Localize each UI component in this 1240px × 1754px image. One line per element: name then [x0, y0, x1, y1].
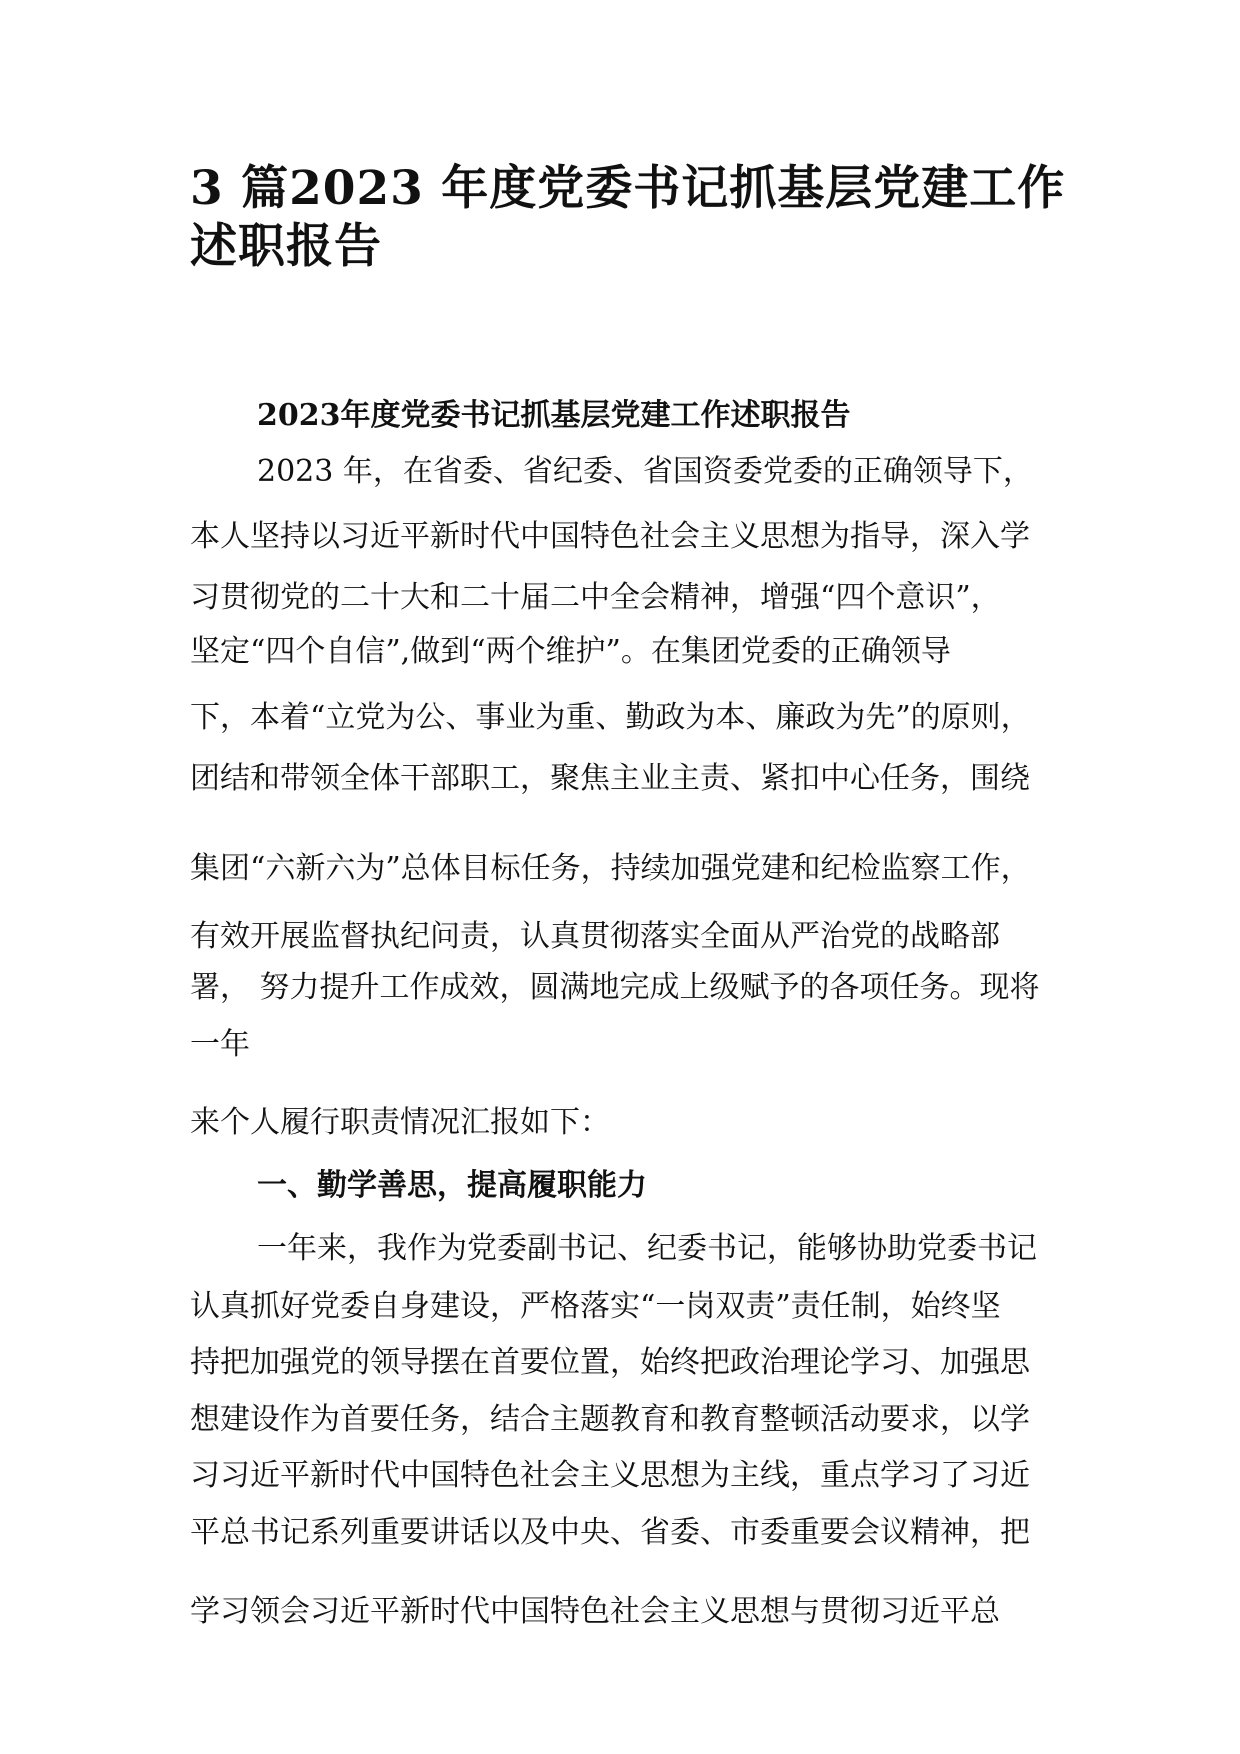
paragraph-line: 下，本着“立党为公、事业为重、勤政为本、廉政为先”的原则， — [190, 700, 1031, 735]
paragraph-line: 持把加强党的领导摆在首要位置，始终把政治理论学习、加强思 — [190, 1345, 1030, 1380]
report-subtitle: 2023年度党委书记抓基层党建工作述职报告 — [257, 398, 851, 433]
paragraph-line: 集团“六新六为”总体目标任务，持续加强党建和纪检监察工作， — [190, 851, 1031, 886]
section-heading: 一、勤学善思，提高履职能力 — [257, 1168, 647, 1203]
paragraph-line: 平总书记系列重要讲话以及中央、省委、市委重要会议精神，把 — [190, 1515, 1030, 1550]
paragraph-line: 学习领会习近平新时代中国特色社会主义思想与贯彻习近平总 — [190, 1594, 1000, 1629]
paragraph-line: 来个人履行职责情况汇报如下： — [190, 1105, 610, 1140]
paragraph-line: 习贯彻党的二十大和二十届二中全会精神，增强“四个意识”， — [190, 580, 1001, 615]
paragraph-line: 一年来，我作为党委副书记、纪委书记，能够协助党委书记 — [257, 1231, 1037, 1266]
paragraph-line: 署， 努力提升工作成效，圆满地完成上级赋予的各项任务。现将 — [190, 970, 1040, 1005]
paragraph-line: 一年 — [190, 1027, 250, 1062]
paragraph-line: 2023 年，在省委、省纪委、省国资委党委的正确领导下， — [257, 454, 1033, 489]
paragraph-line: 坚定“四个自信”,做到“两个维护”。在集团党委的正确领导 — [190, 634, 951, 669]
paragraph-line: 有效开展监督执纪问责，认真贯彻落实全面从严治党的战略部 — [190, 919, 1000, 954]
paragraph-line: 想建设作为首要任务，结合主题教育和教育整顿活动要求，以学 — [190, 1402, 1030, 1437]
paragraph-line: 本人坚持以习近平新时代中国特色社会主义思想为指导，深入学 — [190, 519, 1030, 554]
document-title: 3 篇2023 年度党委书记抓基层党建工作述职报告 — [190, 161, 1066, 274]
paragraph-line: 认真抓好党委自身建设，严格落实“一岗双责”责任制，始终坚 — [190, 1289, 1001, 1324]
paragraph-line: 习习近平新时代中国特色社会主义思想为主线，重点学习了习近 — [190, 1458, 1030, 1493]
paragraph-line: 团结和带领全体干部职工，聚焦主业主责、紧扣中心任务，围绕 — [190, 761, 1030, 796]
